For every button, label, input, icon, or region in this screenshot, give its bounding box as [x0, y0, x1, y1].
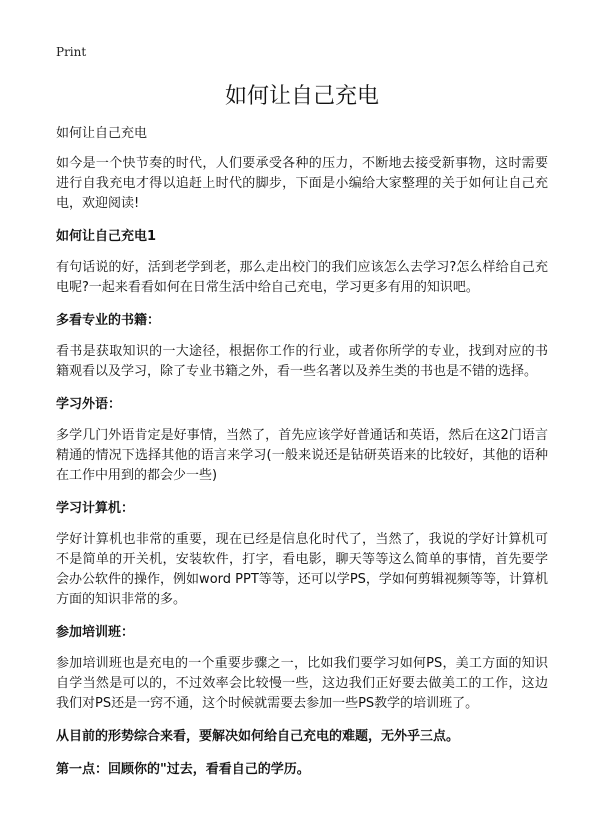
section-paragraph: 看书是获取知识的一大途径，根据你工作的行业，或者你所学的专业，找到对应的书籍观看以及学习，除了专业书籍之外，看一些名著以及养生类的书也是不错的选择。 — [56, 344, 548, 379]
section-paragraph: 有句话说的好，活到老学到老，那么走出校门的我们应该怎么去学习?怎么样给自己充电呢?一起来看看如何在日常生活中给自己充电，学习更多有用的知识吧。 — [56, 260, 548, 295]
section-heading: 学习外语： — [56, 397, 122, 412]
section-4 — [56, 499, 548, 610]
section-2 — [56, 311, 548, 382]
document-page — [56, 44, 548, 780]
section-paragraph: 参加培训班也是充电的一个重要步骤之一，比如我们要学习如何PS，美工方面的知识自学当然是可以的，不过效率会比较慢一些，这边我们正好要去做美工的工作，这边我们对PS还是一窍不通，这个时候就需要去参加一些PS教学的培训班了。 — [56, 656, 548, 711]
section-heading: 参加培训班： — [56, 625, 135, 640]
section-3 — [56, 395, 548, 486]
conclusion-heading: 从目前的形势综合来看，要解决如何给自己充电的难题，无外乎三点。 — [56, 729, 460, 744]
article-subtitle: 如何让自己充电 — [56, 126, 148, 141]
section-heading: 学习计算机： — [56, 501, 135, 516]
section-5 — [56, 623, 548, 714]
page-title: 如何让自己充电 — [224, 84, 379, 109]
section-heading: 多看专业的书籍： — [56, 313, 161, 328]
section-paragraph: 多学几门外语肯定是好事情，当然了，首先应该学好普通话和英语，然后在这2门语言精通的情况下选择其他的语言来学习(一般来说还是钻研英语来的比较好，其他的语种在工作中用到的都会少一些) — [56, 428, 548, 483]
section-paragraph: 学好计算机也非常的重要，现在已经是信息化时代了，当然了，我说的学好计算机可不是简单的开关机，安装软件，打字，看电影，聊天等等这么简单的事情，首先要学会办公软件的操作，例如word PPT等等，还可以学PS，学如何剪辑视频等等，计算机方面的知识非常的多。 — [56, 532, 548, 607]
section-heading: 如何让自己充电1 — [56, 229, 157, 244]
point-one-heading: 第一点：回顾你的"过去，看看自己的学历。 — [56, 762, 310, 777]
print-link[interactable]: Print — [56, 45, 87, 59]
intro-paragraph: 如今是一个快节奏的时代，人们要承受各种的压力，不断地去接受新事物，这时需要进行自我充电才得以追赶上时代的脚步，下面是小编给大家整理的关于如何让自己充电，欢迎阅读! — [56, 156, 548, 211]
section-1 — [56, 227, 548, 298]
